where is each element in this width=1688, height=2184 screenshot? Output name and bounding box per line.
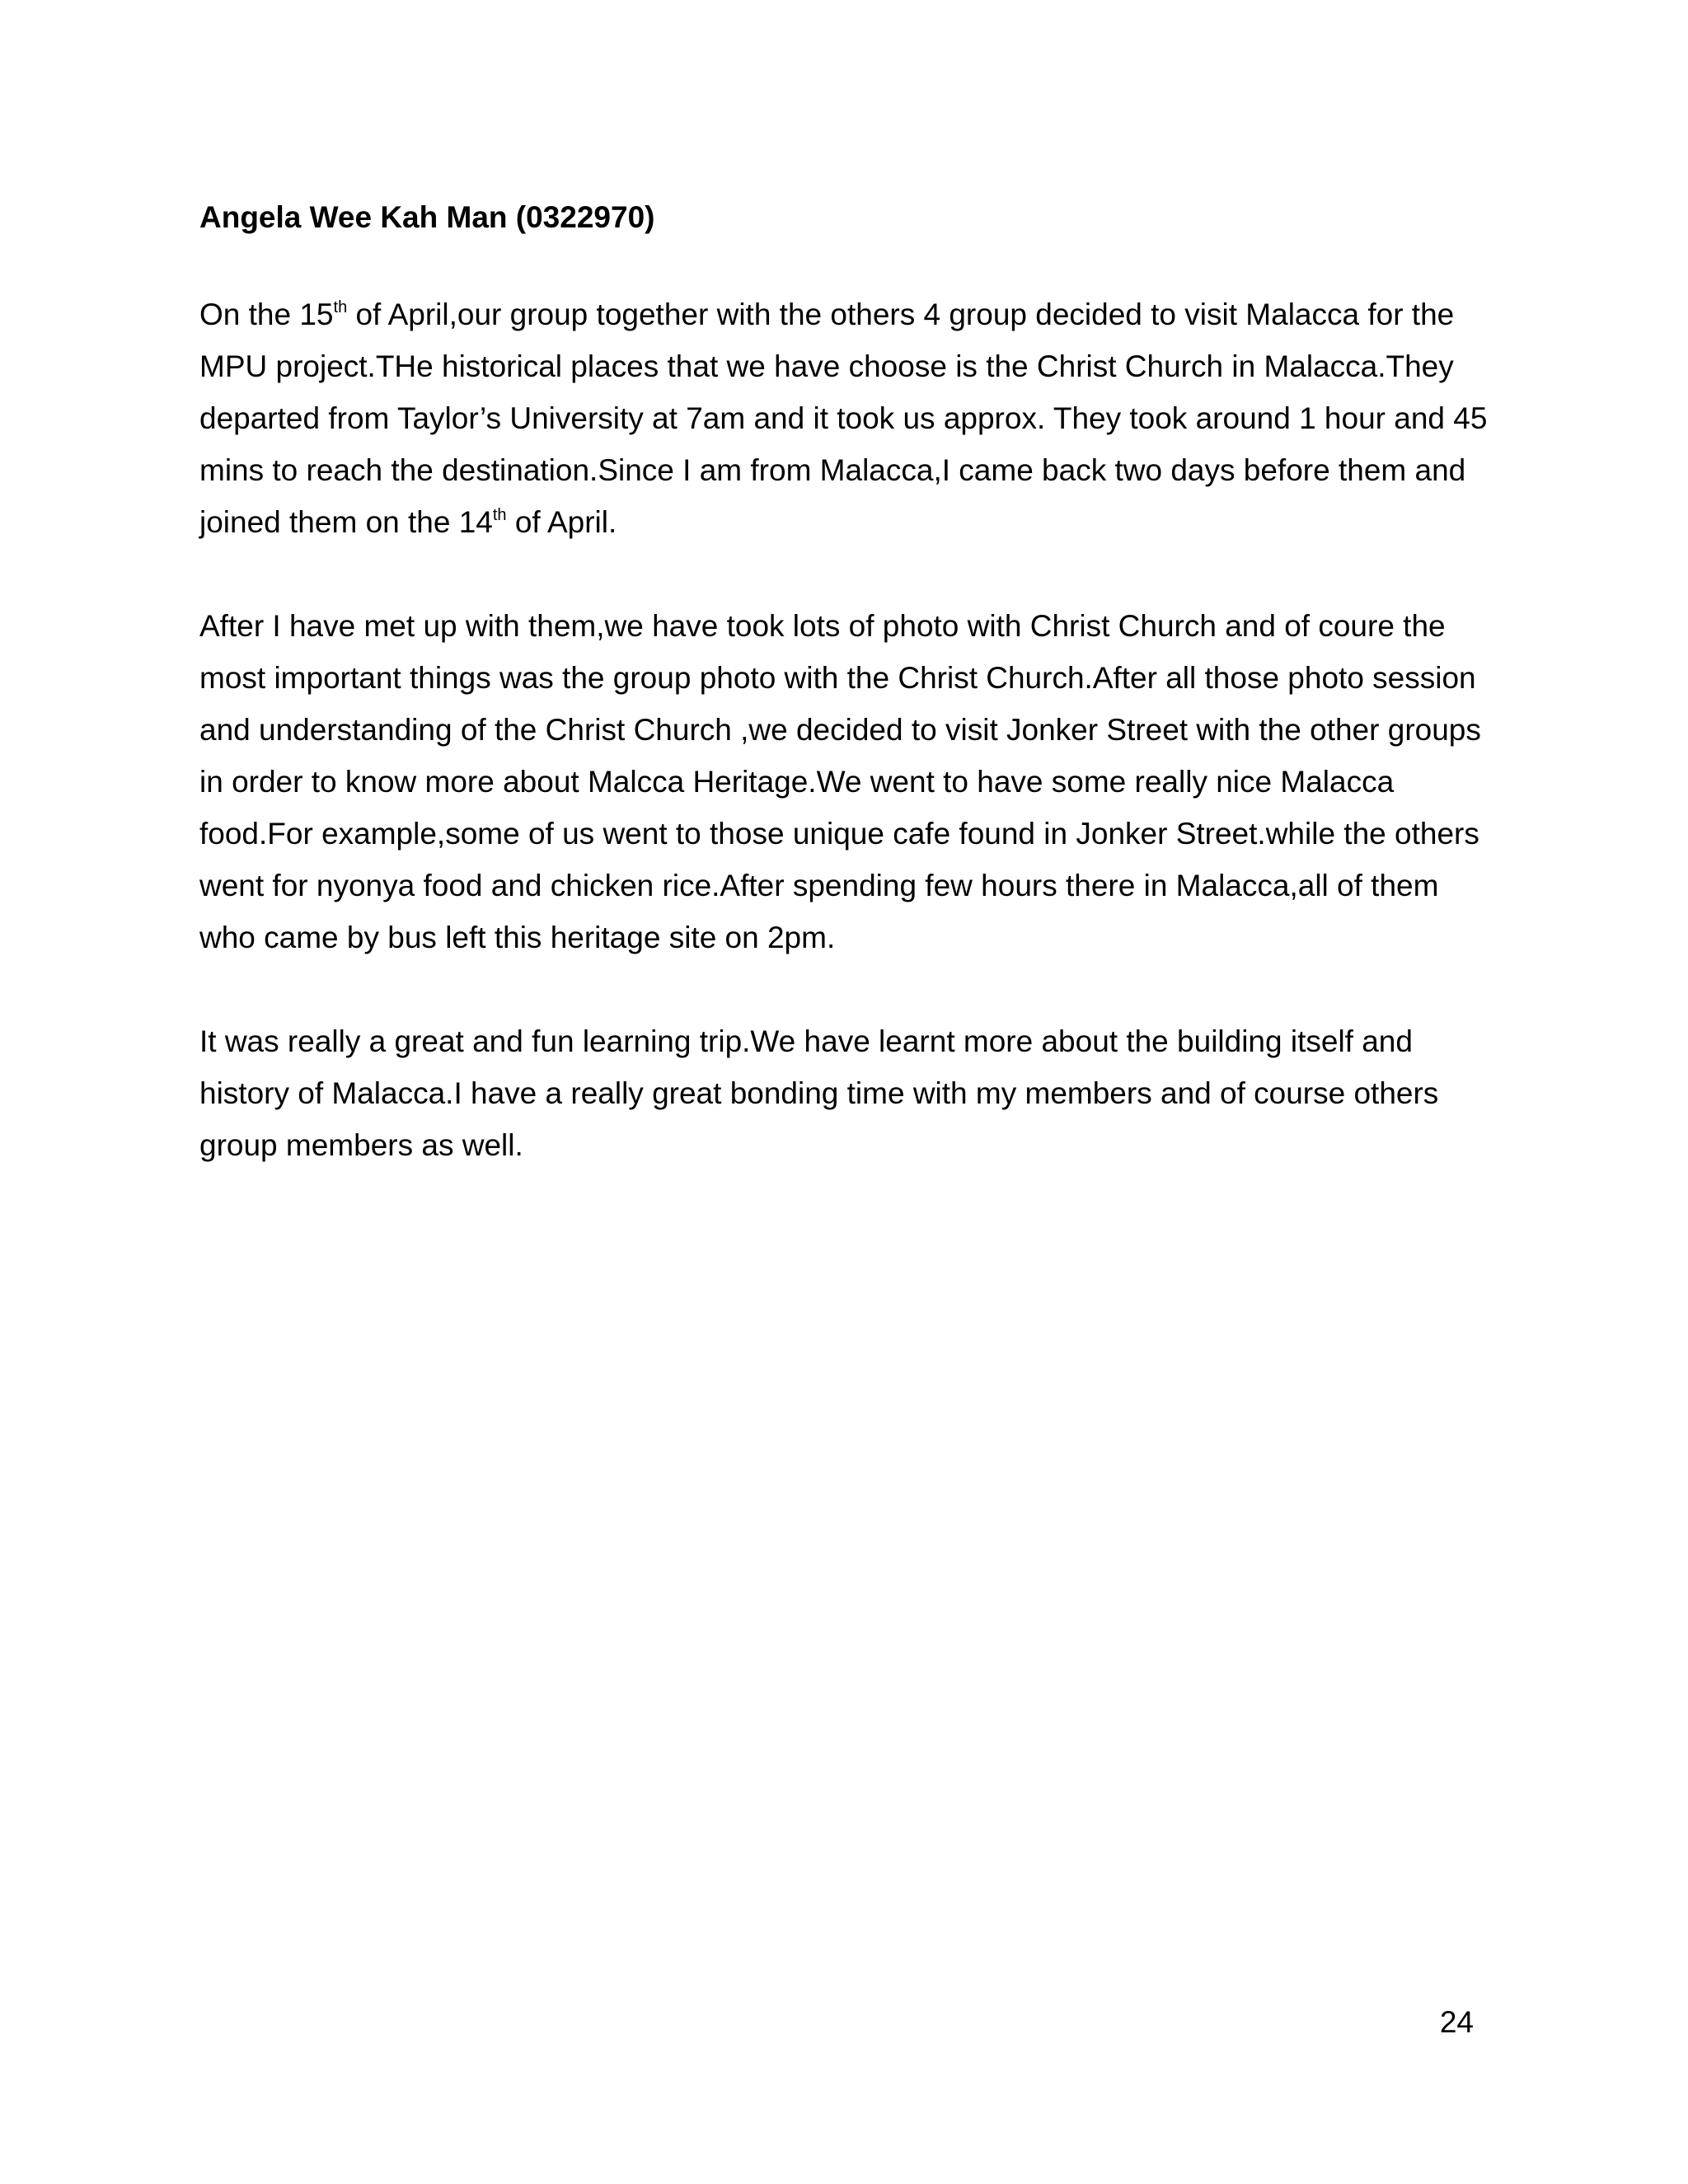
text-line: group members as well. bbox=[199, 1128, 523, 1162]
document-body bbox=[199, 198, 1535, 1223]
text-line: most important things was the group photo with the Christ Church.After all those photo session bbox=[199, 661, 1476, 695]
text-line: joined them on the 14th of April. bbox=[199, 505, 617, 539]
text-line: On the 15th of April,our group together with the others 4 group decided to visit Malacca for the bbox=[199, 298, 1455, 331]
text-line: food.For example,some of us went to those unique cafe found in Jonker Street.while the others bbox=[199, 817, 1479, 851]
text-line: MPU project.THe historical places that we have choose is the Christ Church in Malacca.They bbox=[199, 349, 1454, 383]
text-line: After I have met up with them,we have took lots of photo with Christ Church and of coure the bbox=[199, 609, 1446, 643]
author-heading: Angela Wee Kah Man (0322970) bbox=[199, 200, 655, 234]
text-line: who came by bus left this heritage site on 2pm. bbox=[199, 921, 836, 954]
text-line: It was really a great and fun learning trip.We have learnt more about the building itself and bbox=[199, 1024, 1413, 1058]
text-line: and understanding of the Christ Church ,we decided to visit Jonker Street with the other groups bbox=[199, 713, 1481, 747]
text-line: went for nyonya food and chicken rice.After spending few hours there in Malacca,all of them bbox=[199, 869, 1439, 902]
text-line: departed from Taylor’s University at 7am and it took us approx. They took around 1 hour and 45 bbox=[199, 401, 1488, 435]
paragraph-3 bbox=[199, 1015, 1535, 1171]
paragraph-1 bbox=[199, 288, 1535, 548]
text-line: mins to reach the destination.Since I am from Malacca,I came back two days before them and bbox=[199, 453, 1466, 487]
ordinal-suffix: th bbox=[333, 298, 348, 316]
ordinal-suffix: th bbox=[492, 505, 507, 524]
paragraph-2 bbox=[199, 600, 1535, 963]
page-number: 24 bbox=[1439, 2005, 1474, 2039]
text-line: in order to know more about Malcca Heritage.We went to have some really nice Malacca bbox=[199, 765, 1395, 799]
text-line: history of Malacca.I have a really great bonding time with my members and of course others bbox=[199, 1076, 1439, 1110]
